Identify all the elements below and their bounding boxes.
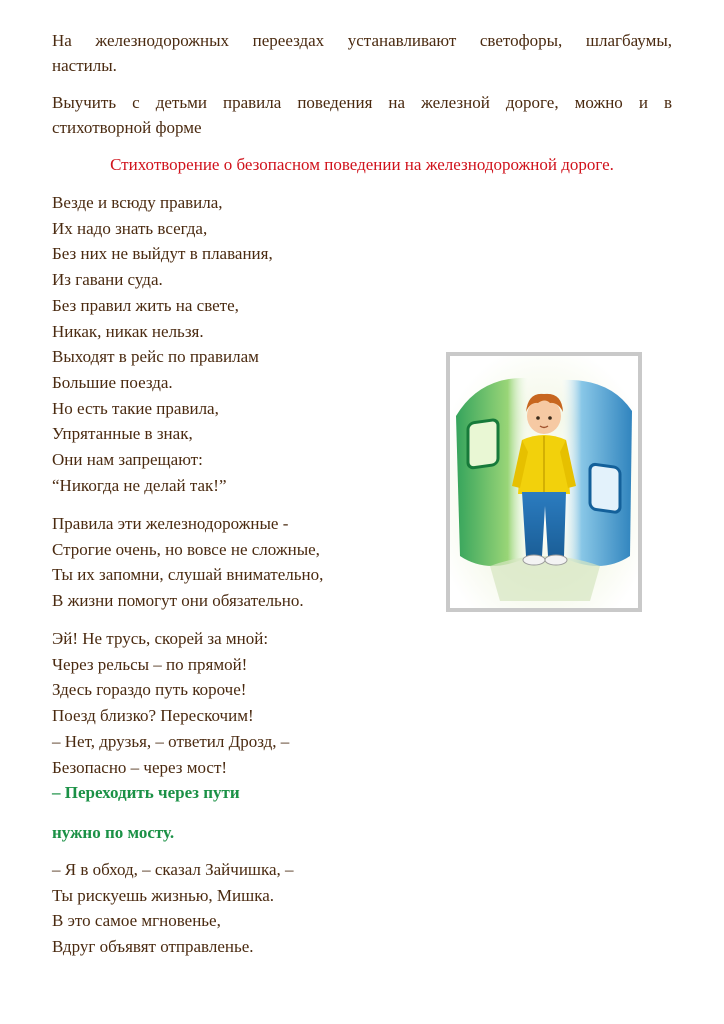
- boy-in-train-illustration: [446, 352, 642, 612]
- verse-line: Правила эти железнодорожные -: [52, 514, 289, 533]
- intro-line: настилы.: [52, 56, 117, 75]
- stanza-4: [52, 857, 294, 960]
- stanza-1: [52, 190, 273, 498]
- verse-line: “Никогда не делай так!”: [52, 475, 227, 495]
- verse-line: Без правил жить на свете,: [52, 295, 239, 315]
- highlighted-line: – Переходить через пути: [52, 783, 240, 803]
- verse-line: Выходят в рейс по правилам: [52, 347, 259, 367]
- poem-heading: Стихотворение о безопасном поведении на железнодорожной дороге.: [110, 155, 614, 174]
- verse-line: Ты их запомни, слушай внимательно,: [52, 565, 324, 585]
- verse-line: Через рельсы – по прямой!: [52, 654, 248, 674]
- verse-line: Большие поезда.: [52, 372, 173, 392]
- intro-paragraph-2: [52, 90, 672, 140]
- verse-line: Строгие очень, но вовсе не сложные,: [52, 539, 320, 559]
- intro-paragraph-1: [52, 28, 672, 78]
- verse-line: Вдруг объявят отправленье.: [52, 937, 254, 957]
- verse-line: Поезд близко? Перескочим!: [52, 706, 254, 726]
- verse-line: Здесь гораздо путь короче!: [52, 680, 247, 700]
- verse-line: В жизни помогут они обязательно.: [52, 591, 304, 611]
- verse-line: Ты рискуешь жизнью, Мишка.: [52, 885, 274, 905]
- verse-line: Никак, никак нельзя.: [52, 321, 204, 341]
- verse-line: Из гавани суда.: [52, 270, 163, 290]
- intro-line: Выучить с детьми правила поведения на железной дороге, можно и в: [52, 93, 672, 112]
- verse-line: – Нет, друзья, – ответил Дрозд, –: [52, 731, 290, 751]
- verse-line: Эй! Не трусь, скорей за мной:: [52, 629, 269, 648]
- verse-line: Но есть такие правила,: [52, 398, 219, 418]
- stanza-2: [52, 511, 323, 614]
- highlighted-line-2: нужно по мосту.: [52, 823, 175, 842]
- illustration-art: [450, 356, 638, 608]
- verse-line: Они нам запрещают:: [52, 450, 203, 470]
- verse-line: Их надо знать всегда,: [52, 218, 208, 238]
- verse-line: Без них не выйдут в плавания,: [52, 244, 273, 264]
- intro-line: На железнодорожных переездах устанавливают светофоры, шлагбаумы,: [52, 31, 672, 50]
- verse-line: – Я в обход, – сказал Зайчишка, –: [52, 860, 294, 879]
- verse-line: В это самое мгновенье,: [52, 911, 221, 931]
- verse-line: Упрятанные в знак,: [52, 424, 193, 444]
- verse-line: Безопасно – через мост!: [52, 757, 228, 777]
- intro-line: стихотворной форме: [52, 118, 202, 137]
- stanza-3: [52, 626, 289, 806]
- verse-line: Везде и всюду правила,: [52, 193, 223, 212]
